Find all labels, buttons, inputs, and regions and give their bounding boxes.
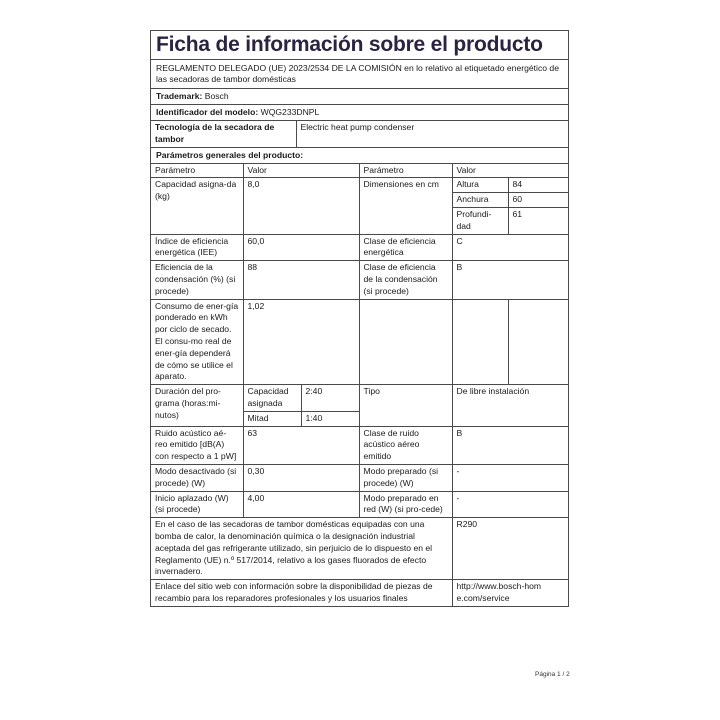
iee-value: 60,0 bbox=[243, 234, 359, 261]
type-label: Tipo bbox=[359, 385, 452, 426]
capacity-value: 8,0 bbox=[243, 178, 359, 234]
table-row bbox=[151, 234, 568, 261]
parameters-table bbox=[151, 164, 568, 606]
refrigerant-label: En el caso de las secadoras de tambor domésticas equipadas con una bomba de calor, la denominación química o la designación industrial aceptada del gas refrigerante utilizado, sin perjuicio de lo dispuesto en el Reglamento (UE) n.º 517/2014, relativo a los gases fluorados de efecto invernadero. bbox=[151, 518, 452, 580]
noise-class-label: Clase de ruido acústico aéreo emitido bbox=[359, 426, 452, 464]
condensation-class-label: Clase de eficiencia de la condensación (si procede) bbox=[359, 261, 452, 299]
rated-capacity-label: Capacidad asignada bbox=[243, 385, 301, 412]
table-row bbox=[151, 464, 568, 491]
header-value-2: Valor bbox=[452, 164, 568, 178]
off-mode-value: 0,30 bbox=[243, 464, 359, 491]
table-row bbox=[151, 491, 568, 518]
condensation-class-value: B bbox=[452, 261, 568, 299]
table-header-row bbox=[151, 164, 568, 178]
network-standby-label: Modo preparado en red (W) (si pro-cede) bbox=[359, 491, 452, 518]
type-value: De libre instalación bbox=[452, 385, 568, 426]
consumption-label: Consumo de ener-gía ponderado en kWh por ciclo de secado. El consu-mo real de ener-gía dependerá de cómo se utilice el aparato. bbox=[151, 299, 243, 385]
refrigerant-value: R290 bbox=[452, 518, 568, 580]
technology-table bbox=[151, 121, 568, 148]
product-information-sheet bbox=[150, 30, 569, 607]
empty-cell bbox=[359, 299, 452, 385]
standby-label: Modo preparado (si procede) (W) bbox=[359, 464, 452, 491]
regulation-subtitle: REGLAMENTO DELEGADO (UE) 2023/2534 DE LA COMISIÓN en lo relativo al etiquetado energético de las secadoras de tambor domésticas bbox=[151, 60, 568, 89]
noise-class-value: B bbox=[452, 426, 568, 464]
half-capacity-label: Mitad bbox=[243, 411, 301, 426]
iee-label: Índice de eficiencia energética (IEE) bbox=[151, 234, 243, 261]
noise-value: 63 bbox=[243, 426, 359, 464]
trademark-value: Bosch bbox=[204, 91, 229, 101]
width-label: Anchura bbox=[452, 193, 508, 208]
off-mode-label: Modo desactivado (si procede) (W) bbox=[151, 464, 243, 491]
width-value: 60 bbox=[508, 193, 568, 208]
capacity-label: Capacidad asigna-da (kg) bbox=[151, 178, 243, 234]
energy-class-label: Clase de eficiencia energética bbox=[359, 234, 452, 261]
rated-capacity-value: 2:40 bbox=[301, 385, 359, 412]
table-row bbox=[151, 385, 568, 412]
standby-value: - bbox=[452, 464, 568, 491]
header-value: Valor bbox=[243, 164, 359, 178]
table-row bbox=[151, 261, 568, 299]
network-standby-value: - bbox=[452, 491, 568, 518]
height-value: 84 bbox=[508, 178, 568, 193]
general-params-heading: Parámetros generales del producto: bbox=[151, 148, 568, 164]
trademark-row bbox=[151, 89, 568, 105]
empty-cell bbox=[508, 299, 568, 385]
page-number: Página 1 / 2 bbox=[535, 671, 570, 678]
delay-start-label: Inicio aplazado (W) (si procede) bbox=[151, 491, 243, 518]
table-row bbox=[151, 299, 568, 385]
half-capacity-value: 1:40 bbox=[301, 411, 359, 426]
technology-value: Electric heat pump condenser bbox=[296, 121, 568, 147]
header-param: Parámetro bbox=[151, 164, 243, 178]
model-label: Identificador del modelo: bbox=[156, 107, 259, 117]
condensation-value: 88 bbox=[243, 261, 359, 299]
empty-cell bbox=[452, 299, 508, 385]
consumption-value: 1,02 bbox=[243, 299, 359, 385]
depth-value: 61 bbox=[508, 207, 568, 234]
trademark-label: Trademark: bbox=[156, 91, 203, 101]
website-link[interactable]: http://www.bosch-hom e.com/service bbox=[452, 580, 568, 606]
delay-start-value: 4,00 bbox=[243, 491, 359, 518]
table-row bbox=[151, 426, 568, 464]
page-title: Ficha de información sobre el producto bbox=[151, 31, 568, 60]
technology-label: Tecnología de la secadora de tambor bbox=[151, 121, 296, 147]
table-row bbox=[151, 580, 568, 606]
depth-label: Profundi-dad bbox=[452, 207, 508, 234]
noise-label: Ruido acústico aé-reo emitido [dB(A) con respecto a 1 pW] bbox=[151, 426, 243, 464]
website-label: Enlace del sitio web con información sobre la disponibilidad de piezas de recambio para los reparadores profesionales y los usuarios finales bbox=[151, 580, 452, 606]
model-row bbox=[151, 105, 568, 121]
duration-label: Duración del pro-grama (horas:mi-nutos) bbox=[151, 385, 243, 426]
table-row bbox=[151, 178, 568, 193]
height-label: Altura bbox=[452, 178, 508, 193]
table-row bbox=[151, 518, 568, 580]
energy-class-value: C bbox=[452, 234, 568, 261]
header-param-2: Parámetro bbox=[359, 164, 452, 178]
model-value: WQG233DNPL bbox=[260, 107, 320, 117]
condensation-label: Eficiencia de la condensación (%) (si procede) bbox=[151, 261, 243, 299]
dimensions-label: Dimensiones en cm bbox=[359, 178, 452, 234]
